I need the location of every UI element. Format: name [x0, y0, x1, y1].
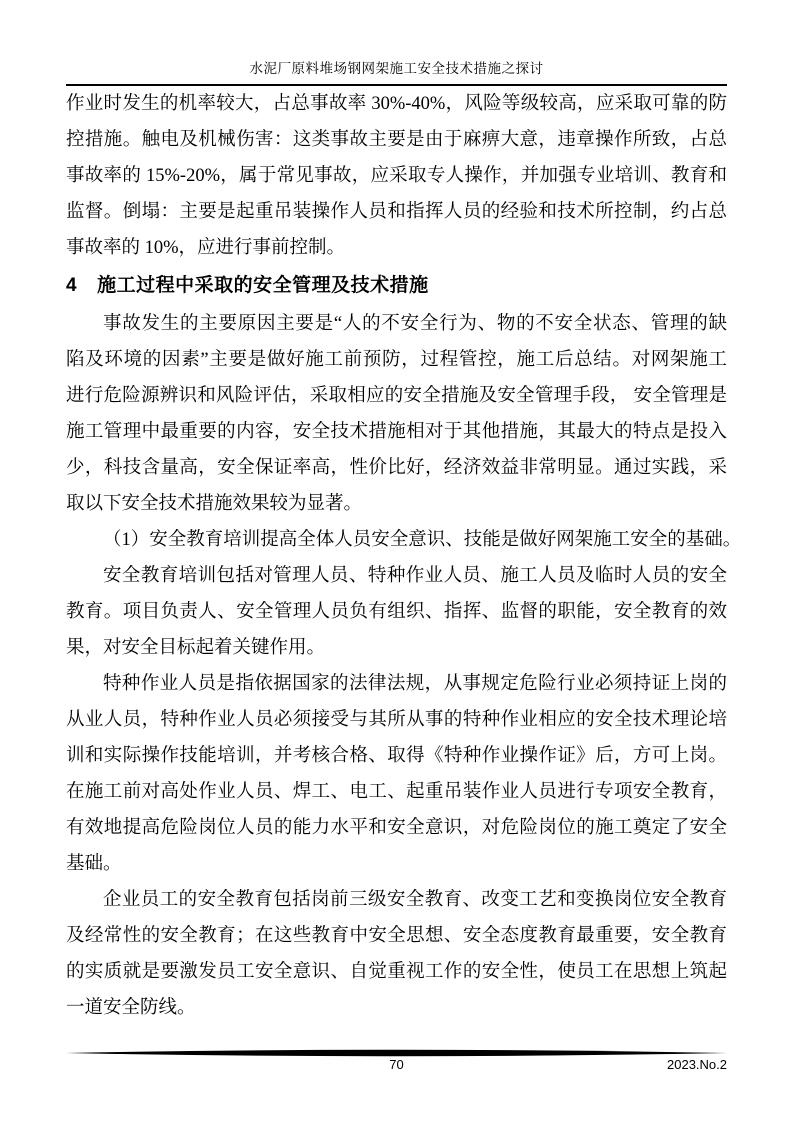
paragraph-line: 陷及环境的因素”主要是做好施工前预防，过程管控，施工后总结。对网架施工	[66, 350, 727, 370]
paragraph-line: 教育。项目负责人、安全管理人员负有组织、指挥、监督的职能，安全教育的效	[66, 602, 727, 622]
paragraph-line: 在施工前对高处作业人员、焊工、电工、起重吊装作业人员进行专项安全教育，	[66, 782, 727, 802]
section-number: 4	[66, 275, 78, 296]
paragraph	[66, 522, 742, 558]
paragraph-line: 事故率的 15%-20%，属于常见事故，应采取专人操作，并加强专业培训、教育和	[66, 166, 727, 186]
paragraph	[66, 558, 727, 666]
paragraph-line: 控措施。触电及机械伤害：这类事故主要是由于麻痹大意，违章操作所致，占总	[66, 130, 727, 150]
paragraph-line: 有效地提高危险岗位人员的能力水平和安全意识，对危险岗位的施工奠定了安全	[66, 818, 727, 838]
paragraph	[66, 306, 727, 522]
paragraph	[66, 882, 727, 1026]
paragraph-line: 及经常性的安全教育；在这些教育中安全思想、安全态度教育最重要，安全教育	[66, 926, 727, 946]
section-title: 施工过程中采取的安全管理及技术措施	[97, 275, 429, 296]
running-header-title: 水泥厂原料堆场钢网架施工安全技术措施之探讨	[249, 61, 544, 76]
paragraph	[66, 86, 727, 266]
paragraph-line: 特种作业人员是指依据国家的法律法规，从事规定危险行业必须持证上岗的	[103, 674, 727, 694]
paragraph-line: 事故率的 10%，应进行事前控制。	[66, 238, 346, 258]
section-heading	[66, 266, 727, 306]
paragraph-line: 果，对安全目标起着关键作用。	[66, 638, 326, 658]
document-body	[66, 86, 742, 1026]
paragraph-line: 事故发生的主要原因主要是“人的不安全行为、物的不安全状态、管理的缺	[103, 314, 727, 334]
paragraph-line: 监督。倒塌：主要是起重吊装操作人员和指挥人员的经验和技术所控制，约占总	[66, 202, 727, 222]
page-number: 70	[389, 1057, 404, 1072]
paragraph-line: 施工管理中最重要的内容，安全技术措施相对于其他措施，其最大的特点是投入	[66, 422, 727, 442]
paragraph-line: 从业人员，特种作业人员必须接受与其所从事的特种作业相应的安全技术理论培	[66, 710, 727, 730]
paragraph-line: 进行危险源辨识和风险评估，采取相应的安全措施及安全管理手段， 安全管理是	[66, 386, 727, 406]
paragraph-line: 安全教育培训包括对管理人员、特种作业人员、施工人员及临时人员的安全	[103, 566, 727, 586]
paragraph-line: 取以下安全技术措施效果较为显著。	[66, 494, 363, 514]
paragraph-line: 训和实际操作技能培训，并考核合格、取得《特种作业操作证》后，方可上岗。	[66, 746, 727, 766]
paragraph-line: （1）安全教育培训提高全体人员安全意识、技能是做好网架施工安全的基础。	[103, 530, 742, 550]
paragraph-line: 一道安全防线。	[66, 998, 196, 1018]
issue-label: 2023.No.2	[667, 1057, 727, 1072]
paragraph-line: 作业时发生的机率较大，占总事故率 30%-40%，风险等级较高，应采取可靠的防	[66, 94, 727, 114]
paragraph-line: 的实质就是要激发员工安全意识、自觉重视工作的安全性，使员工在思想上筑起	[66, 962, 727, 982]
paragraph-line: 少，科技含量高，安全保证率高，性价比好，经济效益非常明显。通过实践，采	[66, 458, 727, 478]
paragraph-line: 基础。	[66, 854, 122, 874]
paragraph-line: 企业员工的安全教育包括岗前三级安全教育、改变工艺和变换岗位安全教育	[103, 890, 727, 910]
paragraph	[66, 666, 727, 882]
